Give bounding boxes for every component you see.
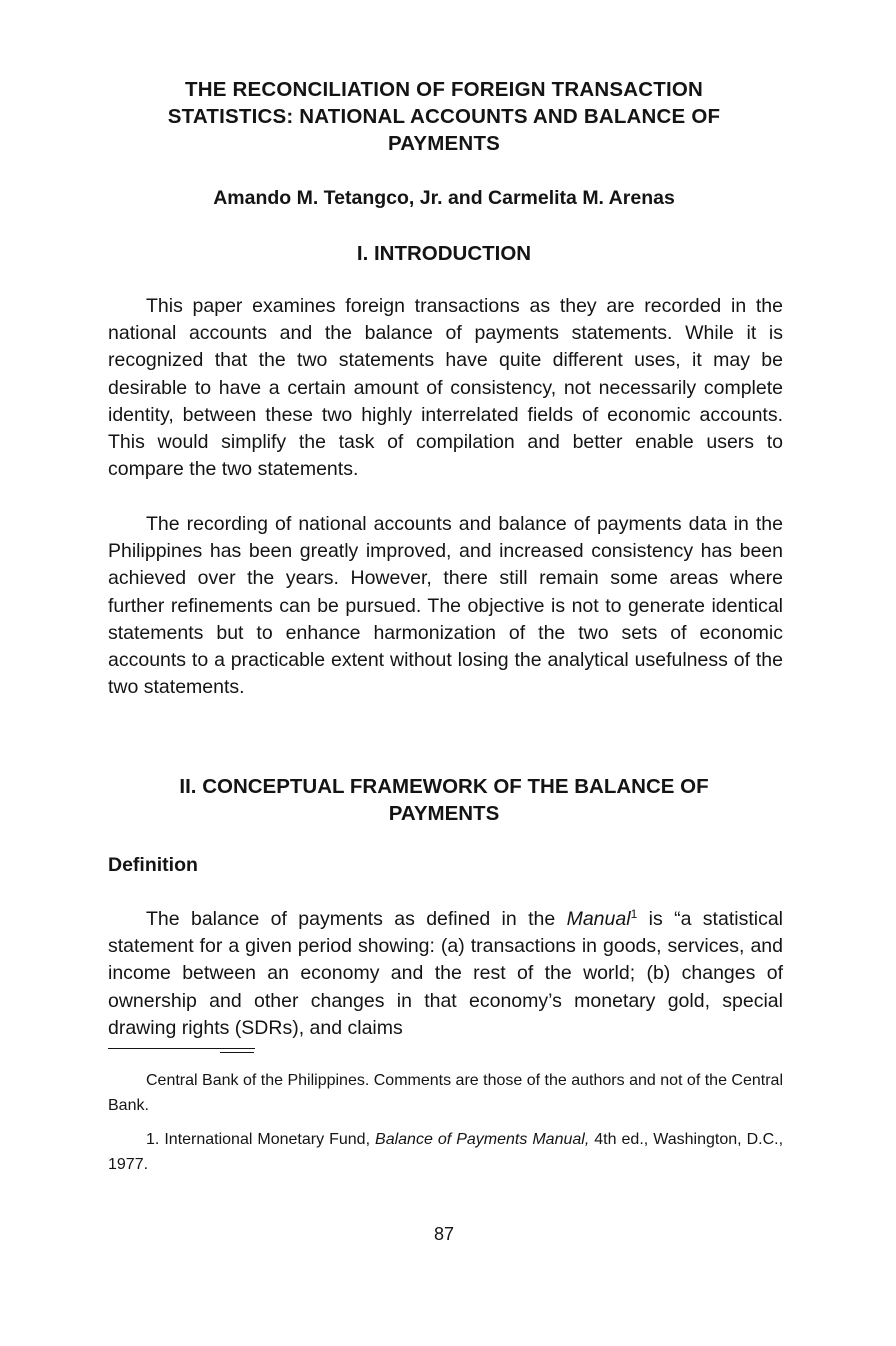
footnote-1-italic-title: Balance of Payments Manual,: [375, 1131, 590, 1148]
title-line-1: THE RECONCILIATION OF FOREIGN TRANSACTION: [184, 78, 704, 101]
section-heading-line-1: II. CONCEPTUAL FRAMEWORK OF THE BALANCE OF: [179, 775, 709, 798]
section-heading-line-2: PAYMENTS: [388, 802, 500, 825]
footnote-divider-tick: [220, 1052, 254, 1053]
section-heading-introduction: I. INTRODUCTION: [356, 242, 532, 265]
footnote-affiliation: Central Bank of the Philippines. Comments are those of the authors and not of the Central Bank.: [108, 1072, 783, 1114]
definition-text-rest: is “a statistical statement for a given period showing: (a) transactions in goods, services, and income between an economy and the rest of the world; (b) changes of ownership and other changes in that economy’s monetary gold, special drawing rights (SDRs), and claims: [108, 908, 783, 1039]
intro-paragraph-2: The recording of national accounts and balance of payments data in the Philippines has been greatly improved, and increased consistency has been achieved over the years. However, there still remain some areas where further refinements can be pursued. The objective is not to generate identical statements but to enhance harmonization of the two sets of economic accounts to a practicable extent without losing the analytical usefulness of the two statements.: [108, 513, 783, 699]
definition-paragraph: [108, 906, 783, 1042]
title-line-2: STATISTICS: NATIONAL ACCOUNTS AND BALANCE OF: [167, 105, 721, 128]
section-heading-conceptual-framework: [108, 773, 780, 827]
manual-italic: Manual: [566, 908, 631, 930]
intro-paragraph-1: This paper examines foreign transactions as they are recorded in the national accounts and the balance of payments statements. While it is recognized that the two statements have quite different uses, it may be desirable to have a certain amount of consistency, not necessarily complete identity, between these two highly interrelated fields of economic accounts. This would simplify the task of compilation and better enable users to compare the two statements.: [108, 295, 783, 481]
definition-text-start: The balance of payments as defined in the: [146, 908, 567, 930]
footnote-1: [108, 1127, 783, 1177]
footnote-1-prefix: 1. International Monetary Fund,: [146, 1131, 376, 1148]
footnote-marker: 1: [630, 907, 638, 921]
footnote-divider: [108, 1048, 255, 1049]
subheading-definition: Definition: [108, 854, 198, 876]
title-line-3: PAYMENTS: [387, 132, 501, 155]
footnote-1-suffix: 4th ed., Washington, D.C., 1977.: [108, 1131, 784, 1173]
author-line: Amando M. Tetangco, Jr. and Carmelita M. Arenas: [213, 187, 675, 209]
paper-title: [108, 76, 780, 157]
page-number: 87: [433, 1224, 455, 1244]
